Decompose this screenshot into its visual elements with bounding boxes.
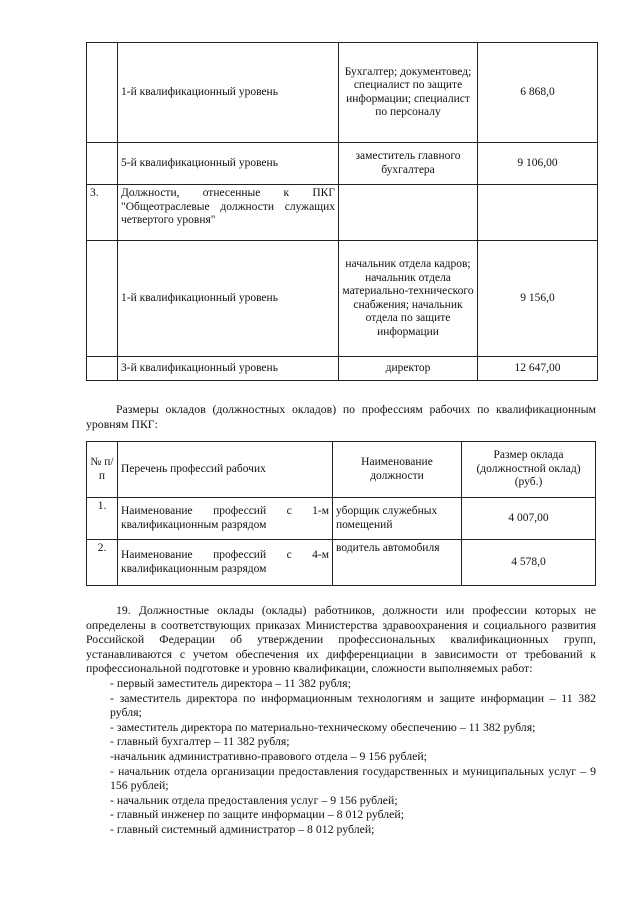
section-19-paragraph: 19. Должностные оклады (оклады) работников, должности или профессии которых не определены в соответствующих приказах Министерства здравоохранения и социального развития Российской Федерации об утверждении профессиональных квалификационных групп, устанавливаются с учетом обеспечения их дифференциации в зависимости от требований к профессиональной подготовке и уровню квалификации, сложности выполняемых работ:: [86, 603, 596, 676]
position-names: заместитель главного бухгалтера: [339, 143, 478, 185]
qualification-level: 1-й квалификационный уровень: [118, 241, 339, 357]
list-item: - начальник отдела организации предоставления государственных и муниципальных услуг – 9 156 рублей;: [110, 763, 596, 793]
qualification-level: 5-й квалификационный уровень: [118, 143, 339, 185]
salary-table-workers: [86, 441, 596, 586]
table-row: [87, 498, 596, 540]
list-item: - главный системный администратор – 8 012 рублей;: [110, 821, 375, 836]
salary-table-employees: [86, 42, 598, 381]
list-item: - заместитель директора по материально-техническому обеспечению – 11 382 рубля;: [110, 719, 536, 734]
header-salary: Размер оклада (должностной оклад) (руб.): [462, 442, 596, 498]
table-row: [87, 241, 598, 357]
list-item: - начальник отдела предоставления услуг – 9 156 рублей;: [110, 792, 398, 807]
table-row: [87, 43, 598, 143]
header-position: Наименование должности: [333, 442, 462, 498]
salary-value: 9 156,0: [478, 241, 598, 357]
position-names: начальник отдела кадров; начальник отдела материально-технического снабжения; начальник отдела по защите информации: [339, 241, 478, 357]
section-19: [86, 603, 596, 837]
row-number: [87, 43, 118, 143]
table-row: [87, 143, 598, 185]
row-number: [87, 143, 118, 185]
position-names: Бухгалтер; документовед; специалист по защите информации; специалист по персоналу: [339, 43, 478, 143]
table-row: [87, 185, 598, 241]
profession-name: Наименование профессий с 4-м квалификационным разрядом: [118, 540, 333, 586]
position-name: уборщик служебных помещений: [333, 498, 462, 540]
salary-list: [86, 676, 596, 837]
row-number: 3.: [87, 185, 118, 241]
list-item: -начальник административно-правового отдела – 9 156 рублей;: [110, 748, 427, 763]
empty-cell: [339, 185, 478, 241]
salary-value: 4 578,0: [462, 540, 596, 586]
list-item: - первый заместитель директора – 11 382 рубля;: [110, 675, 351, 690]
table-header-row: [87, 442, 596, 498]
row-number: 1.: [87, 498, 118, 540]
row-number: [87, 241, 118, 357]
qualification-level: 1-й квалификационный уровень: [118, 43, 339, 143]
header-profession: Перечень профессий рабочих: [118, 442, 333, 498]
position-name: водитель автомобиля: [333, 540, 462, 586]
salary-value: 9 106,00: [478, 143, 598, 185]
intro-paragraph: Размеры окладов (должностных окладов) по профессиям рабочих по квалификационным уровням ПКГ:: [86, 402, 596, 431]
salary-value: 6 868,0: [478, 43, 598, 143]
list-item: - главный бухгалтер – 11 382 рубля;: [110, 734, 290, 749]
qualification-level: 3-й квалификационный уровень: [118, 357, 339, 381]
group-heading: Должности, отнесенные к ПКГ "Общеотраслевые должности служащих четвертого уровня": [118, 185, 339, 241]
salary-value: 4 007,00: [462, 498, 596, 540]
row-number: 2.: [87, 540, 118, 586]
profession-name: Наименование профессий с 1-м квалификационным разрядом: [118, 498, 333, 540]
table-row: [87, 540, 596, 586]
header-number: № п/п: [87, 442, 118, 498]
empty-cell: [478, 185, 598, 241]
list-item: - заместитель директора по информационным технологиям и защите информации – 11 382 рубля;: [110, 690, 596, 720]
position-names: директор: [339, 357, 478, 381]
list-item: - главный инженер по защите информации – 8 012 рублей;: [110, 807, 405, 822]
table-row: [87, 357, 598, 381]
row-number: [87, 357, 118, 381]
salary-value: 12 647,00: [478, 357, 598, 381]
